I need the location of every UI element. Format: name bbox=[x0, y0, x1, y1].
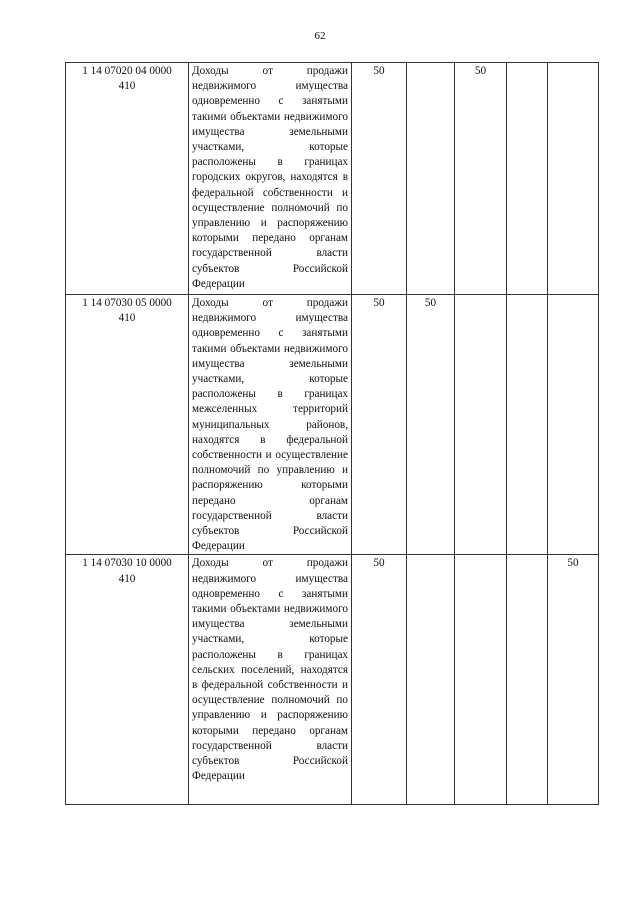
revenue-description-cell: Доходы от продажи недвижимого имущества одновременно с занятыми такими объектами недвижимого имущества земельными участками, которые расположены в границах городских округов, находятся в федеральной собственности и осуществление полномочий по управлению и распоряжению которыми передано органам государственной власти субъектов Российской Федерации bbox=[189, 63, 352, 295]
value-cell bbox=[507, 295, 548, 555]
table-row bbox=[66, 295, 599, 555]
value-cell bbox=[507, 555, 548, 805]
value-cell bbox=[407, 555, 455, 805]
revenue-code-cell: 1 14 07030 10 0000 410 bbox=[66, 555, 189, 805]
value-cell: 50 bbox=[455, 63, 507, 295]
value-cell: 50 bbox=[352, 555, 407, 805]
page-number: 62 bbox=[314, 30, 326, 42]
value-cell: 50 bbox=[352, 295, 407, 555]
value-cell bbox=[455, 295, 507, 555]
table-row bbox=[66, 555, 599, 805]
revenue-code-cell: 1 14 07020 04 0000 410 bbox=[66, 63, 189, 295]
value-cell bbox=[548, 295, 599, 555]
revenue-description-cell: Доходы от продажи недвижимого имущества одновременно с занятыми такими объектами недвижимого имущества земельными участками, которые расположены в границах сельских поселений, находятся в федеральной собственности и осуществление полномочий по управлению и распоряжению которыми передано органам государственной власти субъектов Российской Федерации bbox=[189, 555, 352, 805]
revenue-description-cell: Доходы от продажи недвижимого имущества одновременно с занятыми такими объектами недвижимого имущества земельными участками, которые расположены в границах межселенных территорий муниципальных районов, находятся в федеральной собственности и осуществление полномочий по управлению и распоряжению которыми передано органам государственной власти субъектов Российской Федерации bbox=[189, 295, 352, 555]
value-cell: 50 bbox=[407, 295, 455, 555]
value-cell bbox=[407, 63, 455, 295]
revenue-table bbox=[65, 62, 599, 805]
value-cell bbox=[507, 63, 548, 295]
value-cell: 50 bbox=[548, 555, 599, 805]
value-cell: 50 bbox=[352, 63, 407, 295]
table-row bbox=[66, 63, 599, 295]
revenue-code-cell: 1 14 07030 05 0000 410 bbox=[66, 295, 189, 555]
value-cell bbox=[455, 555, 507, 805]
value-cell bbox=[548, 63, 599, 295]
